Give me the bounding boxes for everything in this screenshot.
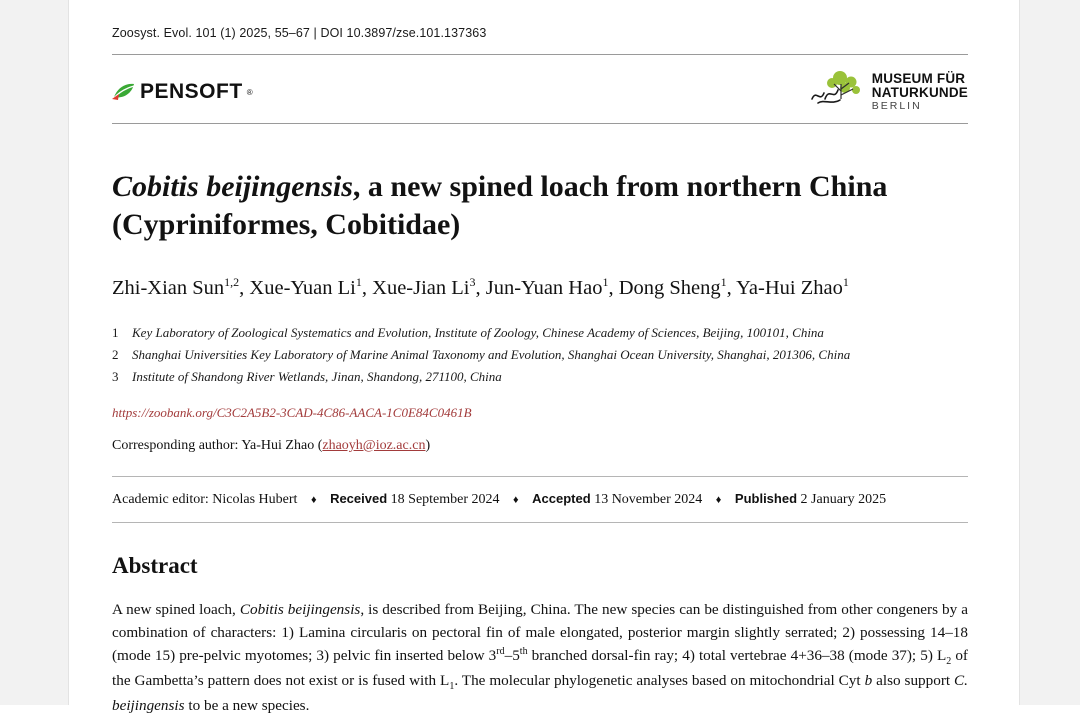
pensoft-logo[interactable] [112,80,253,104]
corresponding-author-label: Corresponding author: Ya-Hui Zhao ( [112,437,323,453]
abstract-seg-2: , is described from Beijing, China. The new species can be distinguished from other congeners by a combination of characters: 1) Lamina circularis on pectoral fin of male elongated, posterior margin slightly serrated; 2) possessing 14–18 (mode 15) pre-pelvic myotomes; 3) pelvic fin inserted below 3 [112,600,968,665]
affiliation-item [112,322,968,344]
abstract-sub-2: 2 [946,656,952,668]
diamond-separator-icon: ♦ [310,493,317,506]
affiliation-item [112,366,968,388]
diamond-separator-icon: ♦ [513,493,519,506]
abstract-seg-6: . The molecular phylogenetic analyses based on mitochondrial Cyt [454,672,865,690]
author-6[interactable] [736,274,849,299]
accepted-date: 13 November 2024 [594,491,703,507]
corresponding-author-email[interactable]: zhaoyh@ioz.ac.cn [322,437,426,453]
author-3-affil-marker: 3 [469,274,476,289]
abstract-seg-1: A new spined loach, [112,600,240,618]
published-date: 2 January 2025 [800,491,887,507]
affiliation-3-number: 3 [112,369,119,385]
author-5[interactable] [618,274,727,299]
mfn-tree-icon [810,69,866,115]
abstract-seg-7: also support [872,672,955,690]
page-title [112,168,968,245]
author-2-affil-marker: 1 [355,274,362,289]
abstract-text [112,598,968,718]
author-1-name: Zhi-Xian Sun [112,276,225,299]
title-species-name: Cobitis beijingensis [112,170,353,203]
title-remainder: , a new spined loach from northern China (Cypriniformes, Cobitidae) [112,170,888,242]
abstract-seg-3: –5 [504,647,520,665]
author-6-affil-marker: 1 [842,274,849,289]
author-6-name: Ya-Hui Zhao [736,276,843,299]
accepted-label: Accepted [532,490,591,506]
author-5-affil-marker: 1 [720,274,727,289]
abstract-seg-5: of the Gambetta’s pattern does not exist or is fused with L [112,647,968,690]
published-label: Published [734,490,798,506]
affiliation-1-text: Key Laboratory of Zoological Systematics and Evolution, Institute of Zoology, Chinese Academy of Sciences, Beijing, 100101, China [132,324,824,340]
abstract-cytb-italic: b [864,672,873,690]
author-4[interactable] [485,274,609,299]
author-2[interactable] [249,274,362,299]
publication-dates [112,477,968,522]
mfn-line-1: MUSEUM FÜR [871,70,966,86]
corresponding-author-close: ) [425,437,431,453]
author-5-name: Dong Sheng [618,276,721,299]
affiliation-2-number: 2 [112,346,119,362]
dates-rule-bottom [112,522,968,523]
affiliation-3-text: Institute of Shandong River Wetlands, Jinan, Shandong, 271100, China [132,369,502,385]
affiliation-2-text: Shanghai Universities Key Laboratory of Marine Animal Taxonomy and Evolution, Shanghai Ocean University, Shanghai, 201306, China [132,346,851,362]
author-3-name: Xue-Jian Li [372,276,470,299]
received-label: Received [330,490,388,506]
page-gutter-left [0,0,69,705]
mfn-wordmark [872,72,968,112]
abstract-sup-rd: rd [496,645,505,657]
abstract-seg-8: to be a new species. [184,697,310,715]
abstract-seg-4: branched dorsal-fin ray; 4) total vertebrae 4+36–38 (mode 37); 5) L [527,647,947,665]
mfn-line-2: NATURKUNDE [871,85,968,101]
abstract-sub-1: 1 [449,681,455,693]
author-4-name: Jun-Yuan Hao [485,276,603,299]
academic-editor: Academic editor: Nicolas Hubert [112,491,298,507]
affiliation-1-number: 1 [112,324,119,340]
mfn-line-3: BERLIN [871,99,922,112]
zoobank-link[interactable]: https://zoobank.org/C3C2A5B2-3CAD-4C86-AACA-1C0E84C0461B [112,404,472,420]
abstract-sup-th: th [519,645,528,657]
page-gutter-right [1019,0,1080,705]
author-2-name: Xue-Yuan Li [249,276,356,299]
author-1[interactable] [112,274,240,299]
abstract-species-1: Cobitis beijingensis [239,600,361,618]
affiliation-list [112,322,968,389]
abstract-heading: Abstract [112,552,198,578]
affiliation-item [112,344,968,366]
pensoft-wordmark: PENSOFT [140,80,243,103]
logo-bar [112,55,968,123]
logo-rule [112,123,968,124]
author-3[interactable] [372,274,476,299]
author-4-affil-marker: 1 [602,274,609,289]
author-list: Zhi-Xian Sun$^{1,2}$, Xue-Yuan Li$^1$, Xue-Jian Li$^3$, Jun-Yuan Hao$^1$, Dong Sheng$^1$, Ya-Hui Zhao$^1$ [112,274,849,299]
corresponding-author [112,438,968,454]
pensoft-leaf-icon [112,81,136,103]
abstract-species-2: C. beijingensis [112,672,968,715]
pensoft-registered-mark: ® [246,87,253,97]
diamond-separator-icon: ♦ [715,493,722,506]
received-date: 18 September 2024 [390,491,500,507]
article-content [112,0,968,718]
museum-fuer-naturkunde-logo[interactable] [810,69,968,115]
running-head: Zoosyst. Evol. 101 (1) 2025, 55–67 | DOI 10.3897/zse.101.137363 [112,26,487,40]
author-1-affil-marker: 1,2 [224,274,240,289]
